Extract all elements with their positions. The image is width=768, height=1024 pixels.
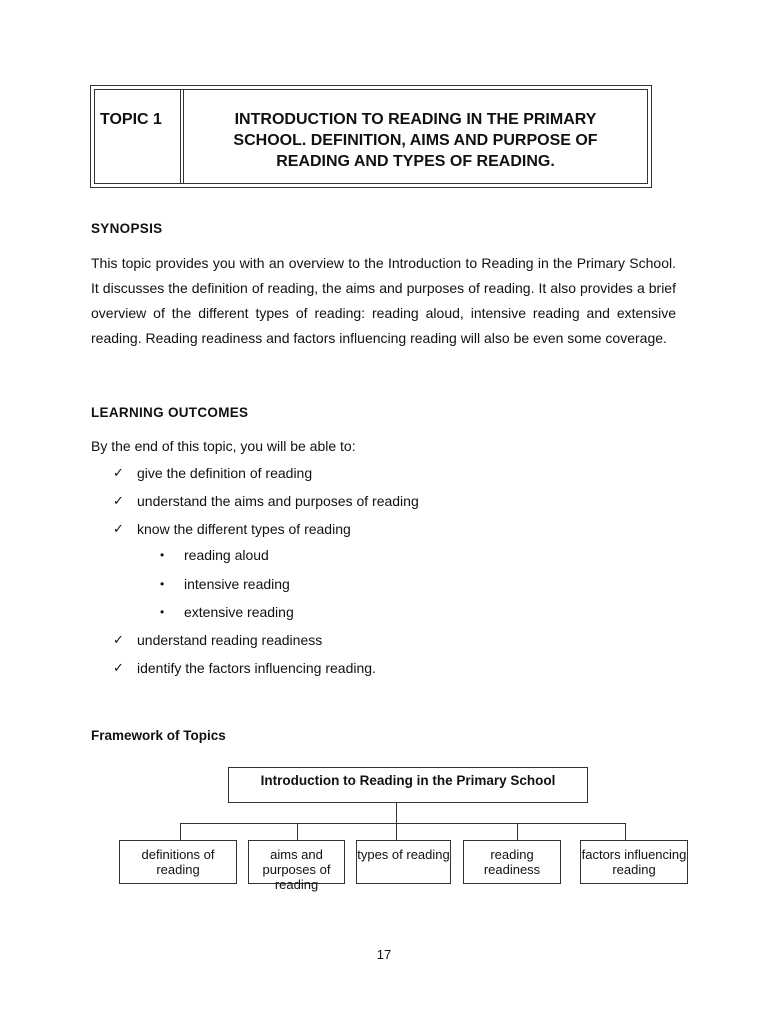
connector-line [625, 823, 626, 840]
outcomes-list-continued [113, 626, 376, 682]
framework-child-box: factors influencing reading [580, 840, 688, 884]
connector-line [396, 803, 397, 823]
list-item [113, 515, 419, 543]
outcome-text: give the definition of reading [137, 465, 313, 481]
page-number: 17 [376, 947, 392, 962]
framework-child-box: reading readiness [463, 840, 561, 884]
list-item [113, 487, 419, 515]
checkmark-icon: ✓ [113, 493, 124, 508]
framework-child-box: types of reading [356, 840, 451, 884]
synopsis-heading: SYNOPSIS [91, 221, 163, 236]
reading-type-text: intensive reading [184, 575, 290, 592]
connector-line [180, 823, 181, 840]
bullet-icon: • [160, 548, 165, 562]
bullet-icon: • [160, 576, 165, 591]
outcome-text: understand the aims and purposes of reading [137, 493, 419, 509]
connector-line [297, 823, 298, 840]
bullet-icon: • [160, 605, 165, 619]
learning-outcomes-intro: By the end of this topic, you will be able to: [91, 438, 356, 454]
outcomes-list [113, 459, 419, 543]
list-item [113, 459, 419, 487]
list-item [113, 654, 376, 682]
connector-line [180, 823, 626, 824]
outcome-text: identify the factors influencing reading. [137, 660, 376, 676]
framework-heading: Framework of Topics [91, 728, 226, 743]
framework-child-box: aims and purposes of reading [248, 840, 345, 884]
learning-outcomes-heading: LEARNING OUTCOMES [91, 405, 249, 420]
framework-child-box: definitions of reading [119, 840, 237, 884]
checkmark-icon: ✓ [113, 660, 124, 675]
reading-type-text: reading aloud [184, 547, 269, 563]
outcome-text: know the different types of reading [137, 521, 351, 537]
list-item [160, 598, 294, 627]
list-item [160, 570, 294, 599]
outcome-text: understand reading readiness [137, 632, 323, 648]
checkmark-icon: ✓ [113, 465, 124, 480]
reading-types-list [160, 541, 294, 627]
topic-title-inner-frame [94, 89, 648, 184]
topic-title: INTRODUCTION TO READING IN THE PRIMARY SCHOOL. DEFINITION, AIMS AND PURPOSE OF READING AND TYPES OF READING. [233, 111, 598, 170]
topic-number: TOPIC 1 [95, 90, 184, 183]
framework-root-box: Introduction to Reading in the Primary School [228, 767, 588, 803]
connector-line [517, 823, 518, 840]
reading-type-text: extensive reading [184, 604, 294, 620]
topic-title-box [90, 85, 652, 188]
checkmark-icon: ✓ [113, 632, 124, 647]
connector-line [396, 823, 397, 840]
synopsis-text: This topic provides you with an overview to the Introduction to Reading in the Primary School. It discusses the definition of reading, the aims and purposes of reading. It also provides a brief overview of the different types of reading: reading aloud, intensive reading and extensive reading. Reading readiness and factors influencing reading will also be even some coverage. [91, 255, 676, 346]
checkmark-icon: ✓ [113, 521, 124, 536]
list-item [160, 541, 294, 570]
list-item [113, 626, 376, 654]
